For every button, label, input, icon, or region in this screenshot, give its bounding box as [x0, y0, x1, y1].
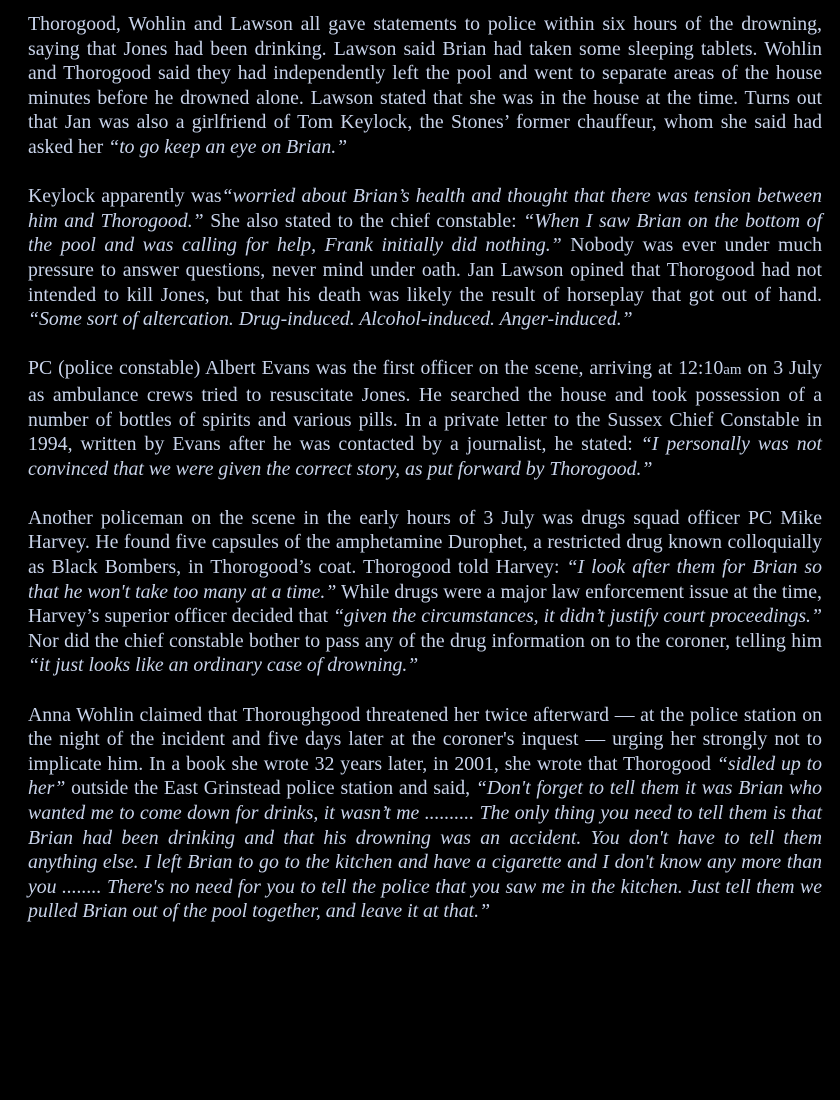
- quote-span: “sidled up to her”: [28, 752, 822, 800]
- paragraph-harvey: [28, 506, 822, 678]
- text-span: Thorogood, Wohlin and Lawson all gave statements to police within six hours of the drowning, saying that Jones had been drinking. Lawson said Brian had taken some sleeping tablets. Wohlin and Thorogood said they had independently left the pool and went to separate areas of the house minutes before he drowned alone. Lawson stated that she was in the house at the time. Turns out that Jan was also a girlfriend of Tom Keylock, the Stones’ former chauffeur, whom she said had asked her: [28, 13, 822, 158]
- quote-span: “When I saw Brian on the bottom of the pool and was calling for help, Frank initially did nothing.”: [28, 209, 822, 257]
- quote-span: “I look after them for Brian so that he won't take too many at a time.”: [28, 556, 822, 603]
- quote-span: “I personally was not convinced that we were given the correct story, as put forward by Thorogood.”: [28, 433, 822, 480]
- text-span: Another policeman on the scene in the early hours of 3 July was drugs squad officer PC Mike Harvey. He found five capsules of the amphetamine Durophet, a restricted drug known colloquially as Black Bombers, in Thorogood’s coat. Thorogood told Harvey:: [28, 506, 822, 579]
- text-span: on 3 July as ambulance crews tried to resuscitate Jones. He searched the house and took possession of a number of bottles of spirits and various pills. In a private letter to the Sussex Chief Constable in 1994, written by Evans after he was contacted by a journalist, he stated:: [28, 357, 823, 456]
- quote-span: “to go keep an eye on Brian.”: [108, 135, 348, 158]
- quote-span: “it just looks like an ordinary case of drowning.”: [28, 654, 419, 677]
- quote-span: “given the circumstances, it didn’t justify court proceedings.”: [333, 605, 822, 628]
- text-span: Nobody was ever under much pressure to answer questions, never mind under oath. Jan Lawson opined that Thorogood had not intended to kill Jones, but that his death was likely the result of horseplay that got out of hand.: [28, 234, 822, 306]
- paragraph-keylock: [28, 184, 822, 332]
- text-span: Anna Wohlin claimed that Thoroughgood threatened her twice afterward — at the police station on the night of the incident and five days later at the coroner's inquest — urging her strongly not to implicate him. In a book she wrote 32 years later, in 2001, she wrote that Thorogood: [28, 703, 822, 775]
- article-body: [28, 12, 822, 924]
- text-span: outside the East Grinstead police station and said,: [65, 777, 476, 800]
- quote-span: “Some sort of altercation. Drug-induced. Alcohol-induced. Anger-induced.”: [28, 308, 633, 331]
- paragraph-statements: [28, 12, 822, 160]
- text-span: While drugs were a major law enforcement issue at the time, Harvey’s superior officer decided that: [28, 580, 823, 628]
- time-suffix: am: [723, 362, 742, 379]
- paragraph-wohlin: [28, 703, 822, 924]
- text-span: Nor did the chief constable bother to pass any of the drug information on to the coroner, telling him: [28, 629, 822, 652]
- text-span: Keylock apparently was: [28, 185, 222, 208]
- quote-span: “Don't forget to tell them it was Brian who wanted me to come down for drinks, it wasn’t me .......... The only thing you need to tell them is that Brian had been drinking and that his drowning was an accident. You don't have to tell them anything else. I left Brian to go to the kitchen and have a cigarette and I don't know any more than you ........ There's no need for you to tell the police that you saw me in the kitchen. Just tell them we pulled Brian out of the pool together, and leave it at that.”: [28, 777, 822, 923]
- quote-span: “worried about Brian’s health and thought that there was tension between him and Thorogood.”: [28, 185, 822, 232]
- text-span: She also stated to the chief constable:: [203, 209, 524, 232]
- paragraph-evans: [28, 356, 822, 481]
- text-span: PC (police constable) Albert Evans was the first officer on the scene, arriving at 12:10: [28, 357, 724, 380]
